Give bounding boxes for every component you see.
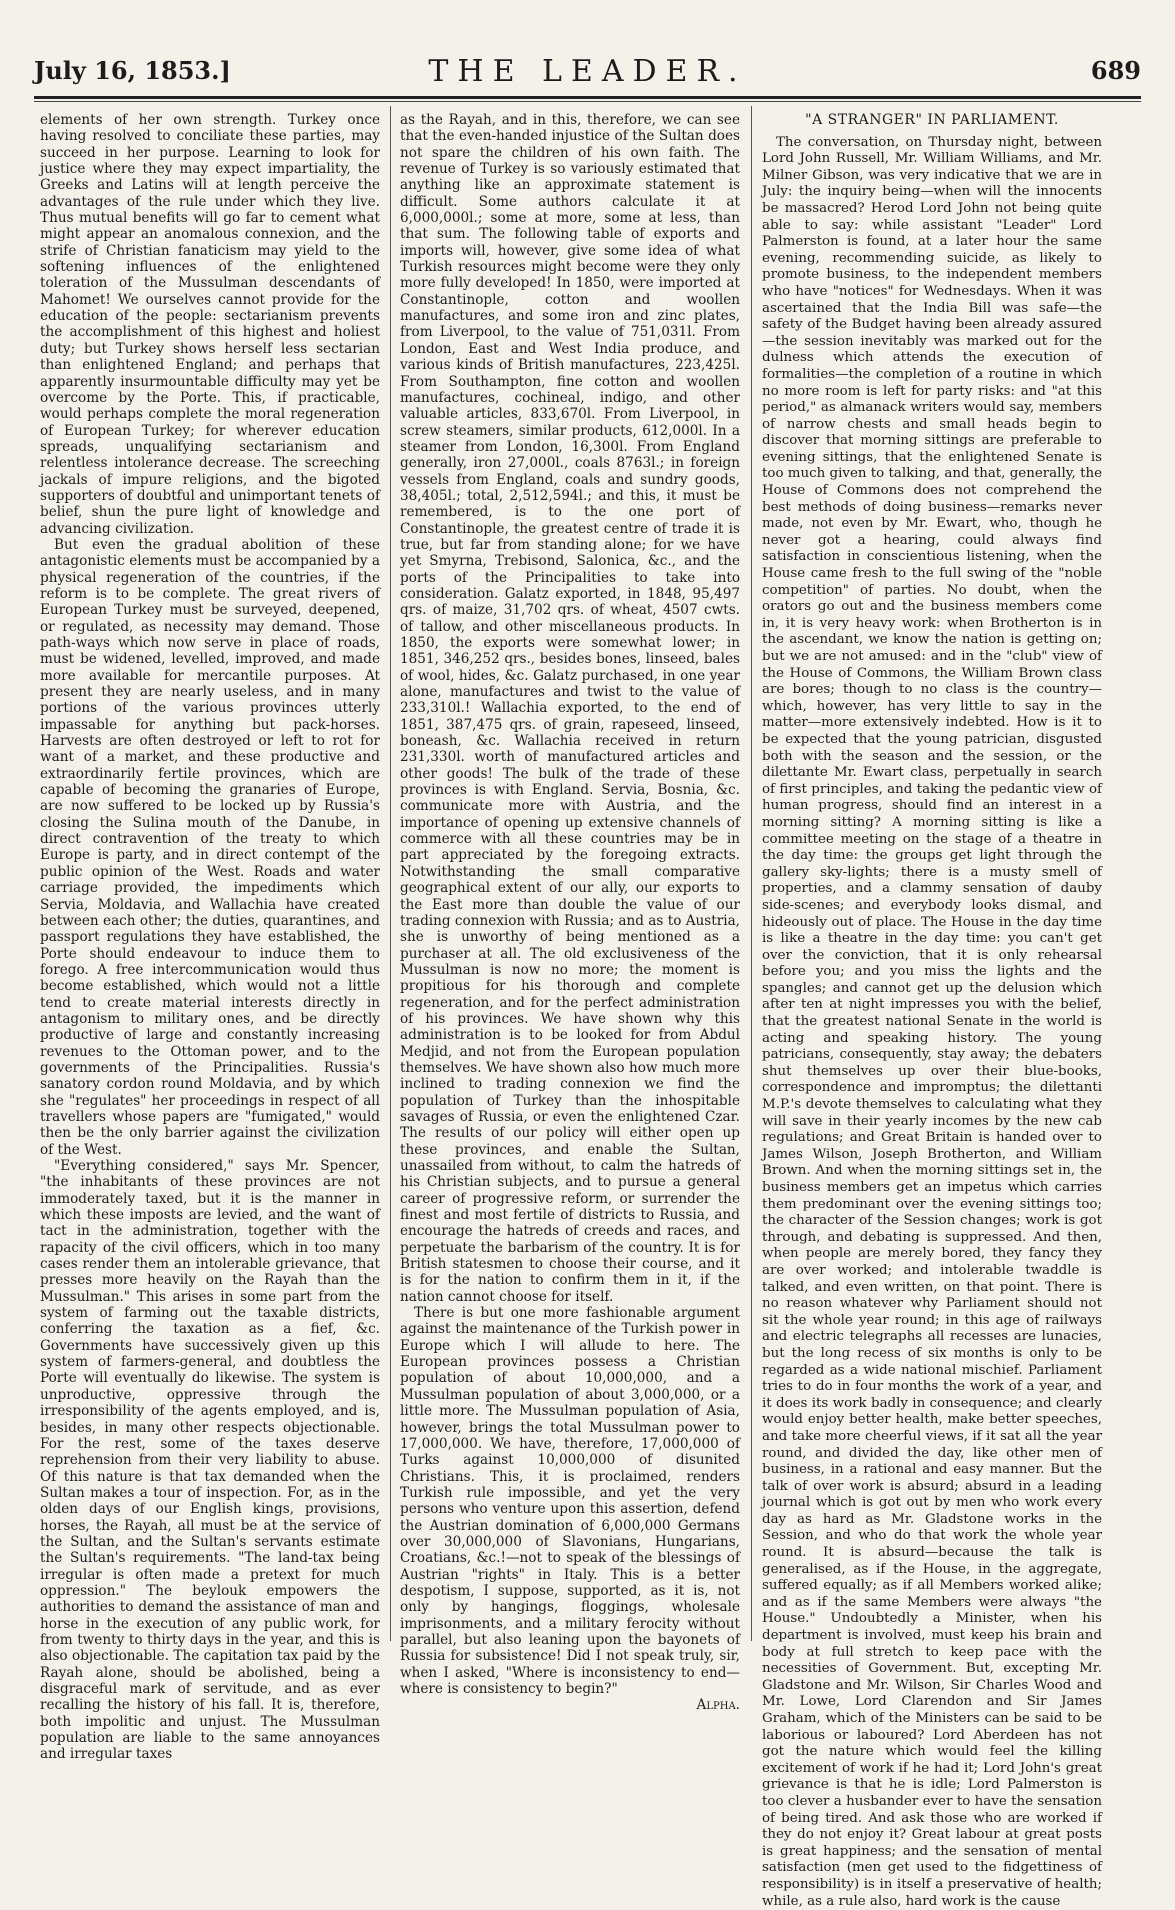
article-column-3 [762, 112, 1102, 1909]
issue-date: July 16, 1853.] [34, 56, 231, 85]
paragraph: The conversation, on Thursday night, between Lord John Russell, Mr. William Williams, and Mr. Milner Gibson, was very indicative that we are in July: the inquiry being—when will the innocents be massacred? Herod Lord John not being quite able to say: while assistant "Leader" Lord Palmerston is found, at a later hour the same evening, recommending suicide, as likely to promote business, to the independent members who have "notices" for Wednesdays. When it was ascertained that the India Bill was safe—the safety of the Budget having been already assured—the session inevitably was marked out for the dulness which attends the execution of formalities—the completion of a routine in which no more room is left for party risks: and "at this period," as almanack writers would say, members of narrow chests and small heads begin to discover that morning sittings are preferable to evening sittings, that the enlightened Senate is too much given to talking, and that, generally, the House of Commons does not comprehend the best methods of doing business—remarks never made, not even by Mr. Ewart, who, though he never got a hearing, could always find satisfaction in conscientious listening, when the House came fresh to the full swing of the "noble competition" of parties. No doubt, when the orators go out and the business members come in, it is very heavy work: when Brotherton is in the ascendant, we know the nation is getting on; but we are not amused: and in the "club" view of the House of Commons, the William Brown class are bores; though to no class is the country—which, however, has very little to say in the matter—more extensively indebted. How is it to be expected that the young patrician, disgusted both with the season and the session, or the dilettante Mr. Ewart class, perpetually in search of first principles, and taking the pedantic view of human progress, should find an interest in a morning sitting? A morning sitting is like a committee meeting on the stage of a theatre in the day time: the groups get light through the gallery sky-lights; there is a musty smell of properties, and a clammy sensation of dauby side-scenes; and everybody looks dismal, and hideously out of place. The House in the day time is like a theatre in the day time: you can't get over the conviction, that it is only rehearsal before you; and you miss the lights and the spangles; and cannot get up the delusion which after ten at night impresses you with the belief, that the greatest national Senate in the world is acting and speaking history. The young patricians, consequently, stay away; the debaters shut themselves up over their blue-books, correspondence and impromptus; the dilettanti M.P.'s devote themselves to calculating what they will save in their yearly incomes by the new cab regulations; and Great Britain is handed over to James Wilson, Joseph Brotherton, and William Brown. And when the morning sittings set in, the business members get an impetus which carries them predominant over the evening sittings too; the character of the Session changes; work is got through, and debating is suppressed. And then, when people are merely bored, they fancy they are over worked; and intolerable twaddle is talked, and even written, on that point. There is no reason whatever why Parliament should not sit the whole year round; in this age of railways and electric telegraphs all recesses are lunacies, but the long recess of six months is only to be regarded as a wide national mischief. Parliament tries to do in four months the work of a year, and it does its work badly in consequence; and clearly would enjoy better health, make better speeches, and take more cheerful views, if it sat all the year round, and divided the day, like other men of business, in a rational and easy manner. But the talk of over work is absurd; absurd in a leading journal which is got out by men who work every day as hard as Mr. Gladstone works in the Session, and who do that work the whole year round. It is absurd—because the talk is generalised, as if the House, in the aggregate, suffered equally; as if all Members worked alike; and as if the same Members were always "the House." Undoubtedly a Minister, when his department is involved, must keep his brain and body at full stretch to keep pace with the necessities of Government. But, excepting Mr. Gladstone and Mr. Wilson, Sir Charles Wood and Mr. Lowe, Lord Clarendon and Sir James Graham, which of the Ministers can be said to be laborious or laboured? Lord Aberdeen has not got the nature which would feel the killing excitement of work if he had it; Lord John's great grievance is that he is idle; Lord Palmerston is too clever a husbander ever to have the sensation of being tired. And ask those who are worked if they do not enjoy it? Great labour at great posts is great happiness; and the sensation of mental satisfaction (men get used to the fidgettiness of responsibility) is in itself a preservative of health; while, as a rule also, hard work is the cause [762, 134, 1102, 1909]
page-number: 689 [1090, 56, 1141, 85]
column-divider [751, 106, 752, 1641]
masthead [34, 52, 1141, 96]
header-rule [34, 96, 1141, 99]
author-signature: Alpha. [696, 1697, 740, 1714]
article-column-2 [400, 112, 740, 1714]
newspaper-title: THE LEADER. [428, 54, 747, 89]
paragraph: But even the gradual abolition of these antagonistic elements must be accompanied by a physical regeneration of the countries, if the reform is to be complete. The great rivers of European Turkey must be surveyed, deepened, or regulated, as necessity may demand. Those path-ways which now serve in place of roads, must be widened, levelled, improved, and made more available for mercantile purposes. At present they are nearly useless, and in many portions of the various provinces utterly impassable for anything but pack-horses. Harvests are often destroyed or left to rot for want of a market, and these productive and extraordinarily fertile provinces, which are capable of becoming the granaries of Europe, are now suffered to be locked up by Russia's closing the Sulina mouth of the Danube, in direct contravention of the treaty to which Europe is party, and in direct contempt of the public opinion of the West. Roads and water carriage provided, the impediments which Servia, Moldavia, and Wallachia have created between each other; the duties, quarantines, and passport regulations they have established, the Porte should endeavour to induce them to forego. A free intercommunication would thus become established, which would not a little tend to create material interests directly in antagonism to military ones, and be directly productive of large and constantly increasing revenues to the Ottoman power, and to the governments of the Principalities. Russia's sanatory cordon round Moldavia, and by which she "regulates" her proceedings in respect of all travellers whose papers are "fumigated," would then be the only barrier against the civilization of the West. [40, 536, 380, 1158]
header-rule-thin [34, 101, 1141, 102]
paragraph: as the Rayah, and in this, therefore, we can see that the even-handed injustice of the Sultan does not spare the children of his own faith. The revenue of Turkey is so variously estimated that anything like an approximate statement is difficult. Some authors calculate it at 6,000,000l.; some at more, some at less, than that sum. The following table of exports and imports will, however, give some idea of what Turkish resources might become were they only more fully developed! In 1850, were imported at Constantinople, cotton and woollen manufactures, and some iron and zinc plates, from Liverpool, to the value of 751,031l. From London, East and West India produce, and various kinds of British manufactures, 223,425l. From Southampton, fine cotton and woollen manufactures, cochineal, indigo, and other valuable articles, 833,670l. From Liverpool, in screw steamers, similar products, 612,000l. In a steamer from London, 16,300l. From England generally, iron 27,000l., coals 8763l.; in foreign vessels from England, coals and sundry goods, 38,405l.; total, 2,512,594l.; and this, it must be remembered, is to the one port of Constantinople, the greatest centre of trade it is true, but far from standing alone; for we have yet Smyrna, Trebisond, Salonica, &c., and the ports of the Principalities to take into consideration. Galatz exported, in 1848, 95,497 qrs. of maize, 31,702 qrs. of wheat, 4507 cwts. of tallow, and other miscellaneous products. In 1850, the exports were somewhat lower; in 1851, 346,252 qrs., besides bones, linseed, bales of wool, hides, &c. Galatz purchased, in one year alone, manufactures and twist to the value of 233,310l.! Wallachia exported, to the end of 1851, 387,475 qrs. of grain, rapeseed, linseed, boneash, &c. Wallachia received in return 231,330l. worth of manufactured articles and other goods! The bulk of the trade of these provinces is with England. Servia, Bosnia, &c. communicate more with Austria, and the importance of opening up extensive channels of commerce with all these countries may be in part appreciated by the foregoing extracts. Notwithstanding the small comparative geographical extent of our ally, our exports to the East more than double the value of our trading connexion with Russia; and as to Austria, she is unworthy of being mentioned as a purchaser at all. The old exclusiveness of the Mussulman is now no more; the moment is propitious for his thorough and complete regeneration, and for the perfect administration of his provinces. We have shown why this administration is to be looked for from Abdul Medjid, and not from the European population themselves. We have shown also how much more inclined to trading connexion we find the population of Turkey than the inhospitable savages of Russia, or even the enlightened Czar. The results of our policy will either open up these provinces, and enable the Sultan, unassailed from without, to calm the hatreds of his Christian subjects, and to pursue a general career of progressive reform, or surrender the finest and most fertile of districts to Russia, and encourage the hatreds of creeds and races, and perpetuate the barbarism of the country. It is for British statesmen to choose their course, and it is for the nation to confirm them in it, if the nation cannot choose for itself. [400, 112, 740, 1305]
paragraph: There is but one more fashionable argument against the maintenance of the Turkish power in Europe which I will allude to here. The European provinces possess a Christian population of about 10,000,000, and a Mussulman population of about 3,000,000, or a little more. The Mussulman population of Asia, however, brings the total Mussulman power to 17,000,000. We have, therefore, 17,000,000 of Turks against 10,000,000 of disunited Christians. This, it is proclaimed, renders Turkish rule impossible, and yet the very persons who venture upon this assertion, defend the Austrian domination of 6,000,000 Germans over 30,000,000 of Slavonians, Hungarians, Croatians, &c.!—not to speak of the blessings of Austrian "rights" in Italy. This is a better despotism, I suppose, supported, as it is, not only by hangings, floggings, wholesale imprisonments, and a military ferocity without parallel, but also leaning upon the bayonets of Russia for subsistence! Did I not speak truly, sir, when I asked, "Where is inconsistency to end—where is consistency to begin?" [400, 1305, 740, 1697]
column-divider [390, 106, 391, 1641]
article-heading: "A STRANGER" IN PARLIAMENT. [805, 112, 1059, 128]
article-column-1 [40, 112, 380, 1763]
paragraph: "Everything considered," says Mr. Spencer, "the inhabitants of these provinces are not immoderately taxed, but it is the manner in which these imposts are levied, and the want of tact in the administration, together with the rapacity of the civil officers, which in too many cases render them an intolerable grievance, that presses more heavily on the Rayah than the Mussulman." This arises in some part from the system of farming out the taxable districts, conferring the taxation as a fief, &c. Governments have successively given up this system of farmers-general, and doubtless the Porte will eventually do likewise. The system is unproductive, oppressive through the irresponsibility of the agents employed, and is, besides, in many other respects objectionable. For the rest, some of the taxes deserve reprehension from their very liability to abuse. Of this nature is that tax demanded when the Sultan makes a tour of inspection. For, as in the olden days of our English kings, provisions, horses, the Rayah, all must be at the service of the Sultan, and the Sultan's servants estimate the Sultan's requirements. "The land-tax being irregular is often made a pretext for much oppression." The beylouk empowers the authorities to demand the assistance of man and horse in the execution of any public work, for from twenty to thirty days in the year, and this is also objectionable. The capitation tax paid by the Rayah alone, should be abolished, being a disgraceful mark of servitude, and as ever recalling the history of his fall. It is, therefore, both impolitic and unjust. The Mussulman population are liable to the same annoyances and irregular taxes [40, 1158, 380, 1763]
paragraph: elements of her own strength. Turkey once having resolved to conciliate these parties, may succeed in her purpose. Learning to look for justice where they may expect impartiality, the Greeks and Latins will at length perceive the advantages of the rule under which they live. Thus mutual benefits will go far to cement what might appear an anomalous connexion, and the strife of Christian fanaticism may yield to the softening influences of the enlightened toleration of the Mussulman descendants of Mahomet! We ourselves cannot provide for the education of the people: sectarianism prevents the accomplishment of this highest and holiest duty; but Turkey shows herself less sectarian than enlightened England; and perhaps that apparently insurmountable difficulty may yet be overcome by the Porte. This, if practicable, would perhaps complete the moral regeneration of European Turkey; for wherever education spreads, unqualifying sectarianism and relentless intolerance decrease. The screeching jackals of impure religions, and the bigoted supporters of doubtful and unimportant tenets of belief, shun the pure light of knowledge and advancing civilization. [40, 112, 380, 537]
